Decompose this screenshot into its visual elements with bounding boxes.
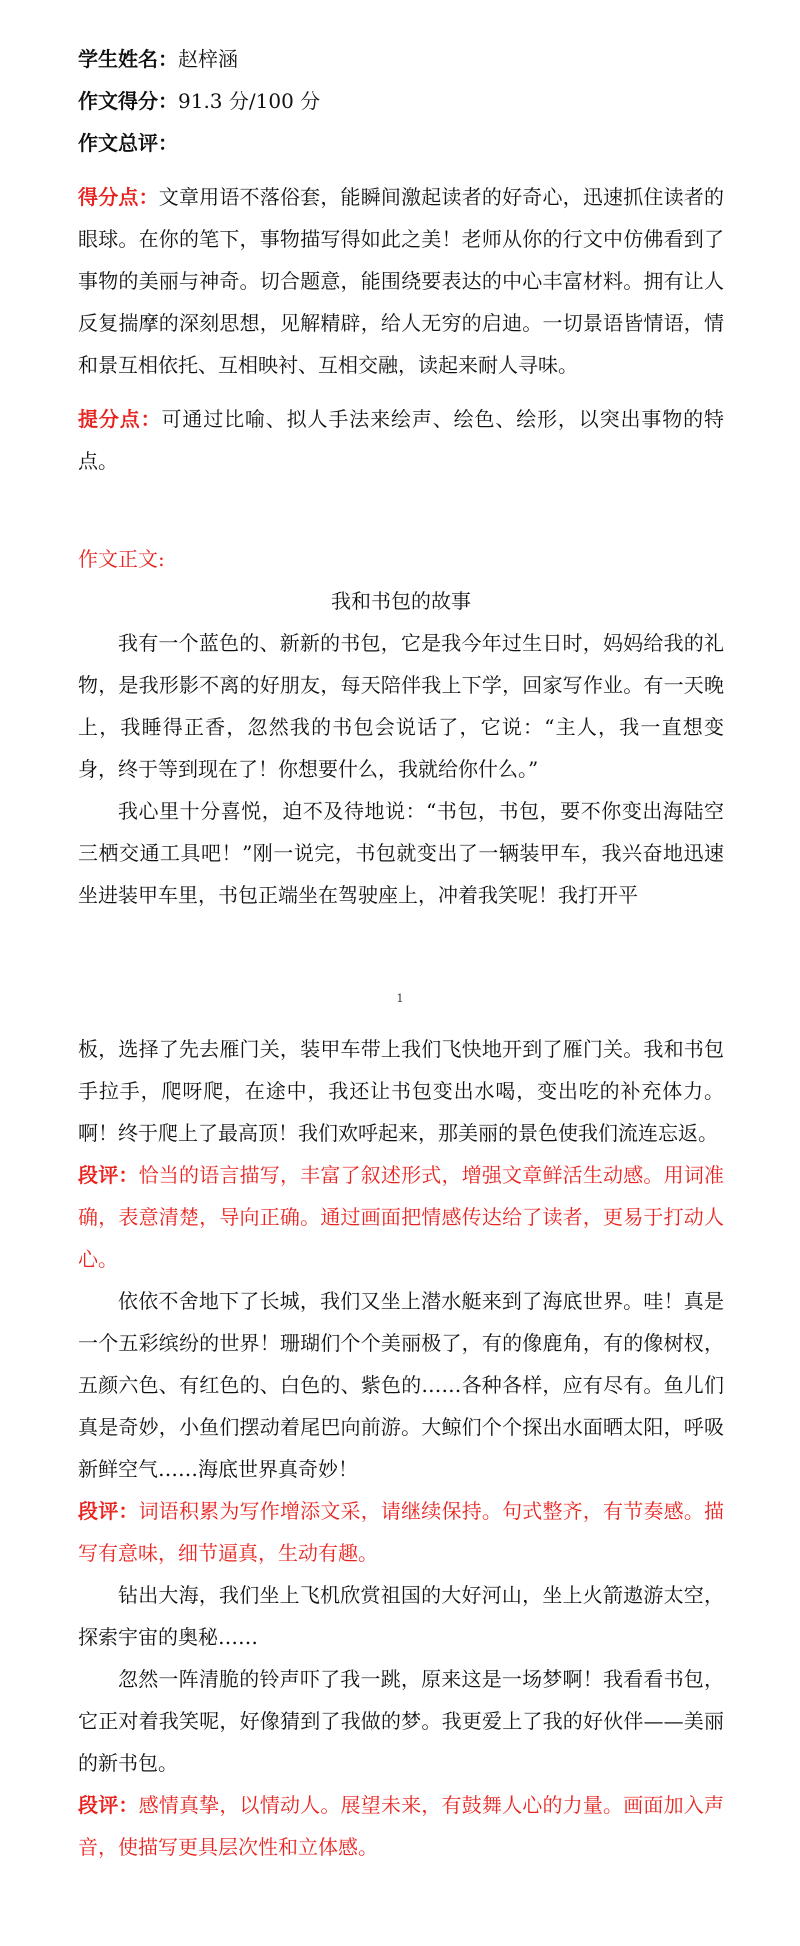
- score-label: 作文得分：: [78, 89, 178, 113]
- paragraph-comment-2-text: 词语积累为写作增添文采，请继续保持。句式整齐，有节奏感。描写有意味，细节逼真，生动有趣。: [78, 1499, 725, 1565]
- improve-label: 提分点：: [78, 407, 162, 431]
- essay-paragraph-3: 依依不舍地下了长城，我们又坐上潜水艇来到了海底世界。哇！真是一个五彩缤纷的世界！珊瑚们个个美丽极了，有的像鹿角，有的像树杈，五颜六色、有红色的、白色的、紫色的……各种各样，应有尽有。鱼儿们真是奇妙，小鱼们摆动着尾巴向前游。大鲸们个个探出水面晒太阳，呼吸新鲜空气……海底世界真奇妙！: [78, 1289, 724, 1481]
- paragraph-comment-2-label: 段评：: [78, 1499, 139, 1523]
- paragraph-comment-2: [78, 1490, 724, 1574]
- page-number: 1: [396, 992, 404, 1005]
- improve-text: 可通过比喻、拟人手法来绘声、绘色、绘形，以突出事物的特点。: [78, 407, 725, 473]
- document-page-1: [78, 38, 724, 916]
- overall-comment-label: 作文总评：: [78, 131, 178, 155]
- student-name-line: [78, 38, 724, 80]
- paragraph-comment-1-label: 段评：: [78, 1163, 139, 1187]
- essay-paragraph-2-part-2: 板，选择了先去雁门关，装甲车带上我们飞快地开到了雁门关。我和书包手拉手，爬呀爬，在途中，我还让书包变出水喝，变出吃的补充体力。啊！终于爬上了最高顶！我们欢呼起来，那美丽的景色使我们流连忘返。: [78, 1037, 724, 1145]
- essay-paragraph-4: 钻出大海，我们坐上飞机欣赏祖国的大好河山，坐上火箭遨游太空，探索宇宙的奥秘……: [78, 1583, 724, 1649]
- essay-paragraph-2-part-1: 我心里十分喜悦，迫不及待地说：“书包，书包，要不你变出海陆空三栖交通工具吧！”刚一说完，书包就变出了一辆装甲车，我兴奋地迅速坐进装甲车里，书包正端坐在驾驶座上，冲着我笑呢！我打开平: [78, 799, 724, 907]
- strength-label: 得分点：: [78, 185, 159, 209]
- strength-text: 文章用语不落俗套，能瞬间激起读者的好奇心，迅速抓住读者的眼球。在你的笔下，事物描写得如此之美！老师从你的行文中仿佛看到了事物的美丽与神奇。切合题意，能围绕要表达的中心丰富材料。拥有让人反复揣摩的深刻思想，见解精辟，给人无穷的启迪。一切景语皆情语，情和景互相依托、互相映衬、互相交融，读起来耐人寻味。: [78, 185, 725, 377]
- paragraph-comment-1: [78, 1154, 724, 1280]
- paragraph-comment-3-text: 感情真挚，以情动人。展望未来，有鼓舞人心的力量。画面加入声音，使描写更具层次性和立体感。: [78, 1793, 725, 1859]
- essay-paragraph-1: 我有一个蓝色的、新新的书包，它是我今年过生日时，妈妈给我的礼物，是我形影不离的好朋友，每天陪伴我上下学，回家写作业。有一天晚上，我睡得正香，忽然我的书包会说话了，它说：“主人，我一直想变身，终于等到现在了！你想要什么，我就给你什么。”: [78, 631, 724, 781]
- score-value: 91.3 分/100 分: [178, 89, 321, 113]
- paragraph-comment-3-label: 段评：: [78, 1793, 139, 1817]
- essay-title: 我和书包的故事: [331, 589, 471, 613]
- paragraph-comment-3: [78, 1784, 724, 1868]
- strength-paragraph: [78, 176, 724, 386]
- student-name-label: 学生姓名：: [78, 47, 178, 71]
- document-page-2: [78, 1028, 724, 1868]
- student-name-value: 赵梓涵: [178, 47, 238, 71]
- essay-section-label: 作文正文:: [78, 547, 165, 571]
- essay-paragraph-5: 忽然一阵清脆的铃声吓了我一跳，原来这是一场梦啊！我看看书包，它正对着我笑呢，好像猜到了我做的梦。我更爱上了我的好伙伴——美丽的新书包。: [78, 1667, 724, 1775]
- paragraph-comment-1-text: 恰当的语言描写，丰富了叙述形式，增强文章鲜活生动感。用词准确，表意清楚，导向正确。通过画面把情感传达给了读者，更易于打动人心。: [78, 1163, 725, 1271]
- improve-paragraph: [78, 398, 724, 482]
- score-line: [78, 80, 724, 122]
